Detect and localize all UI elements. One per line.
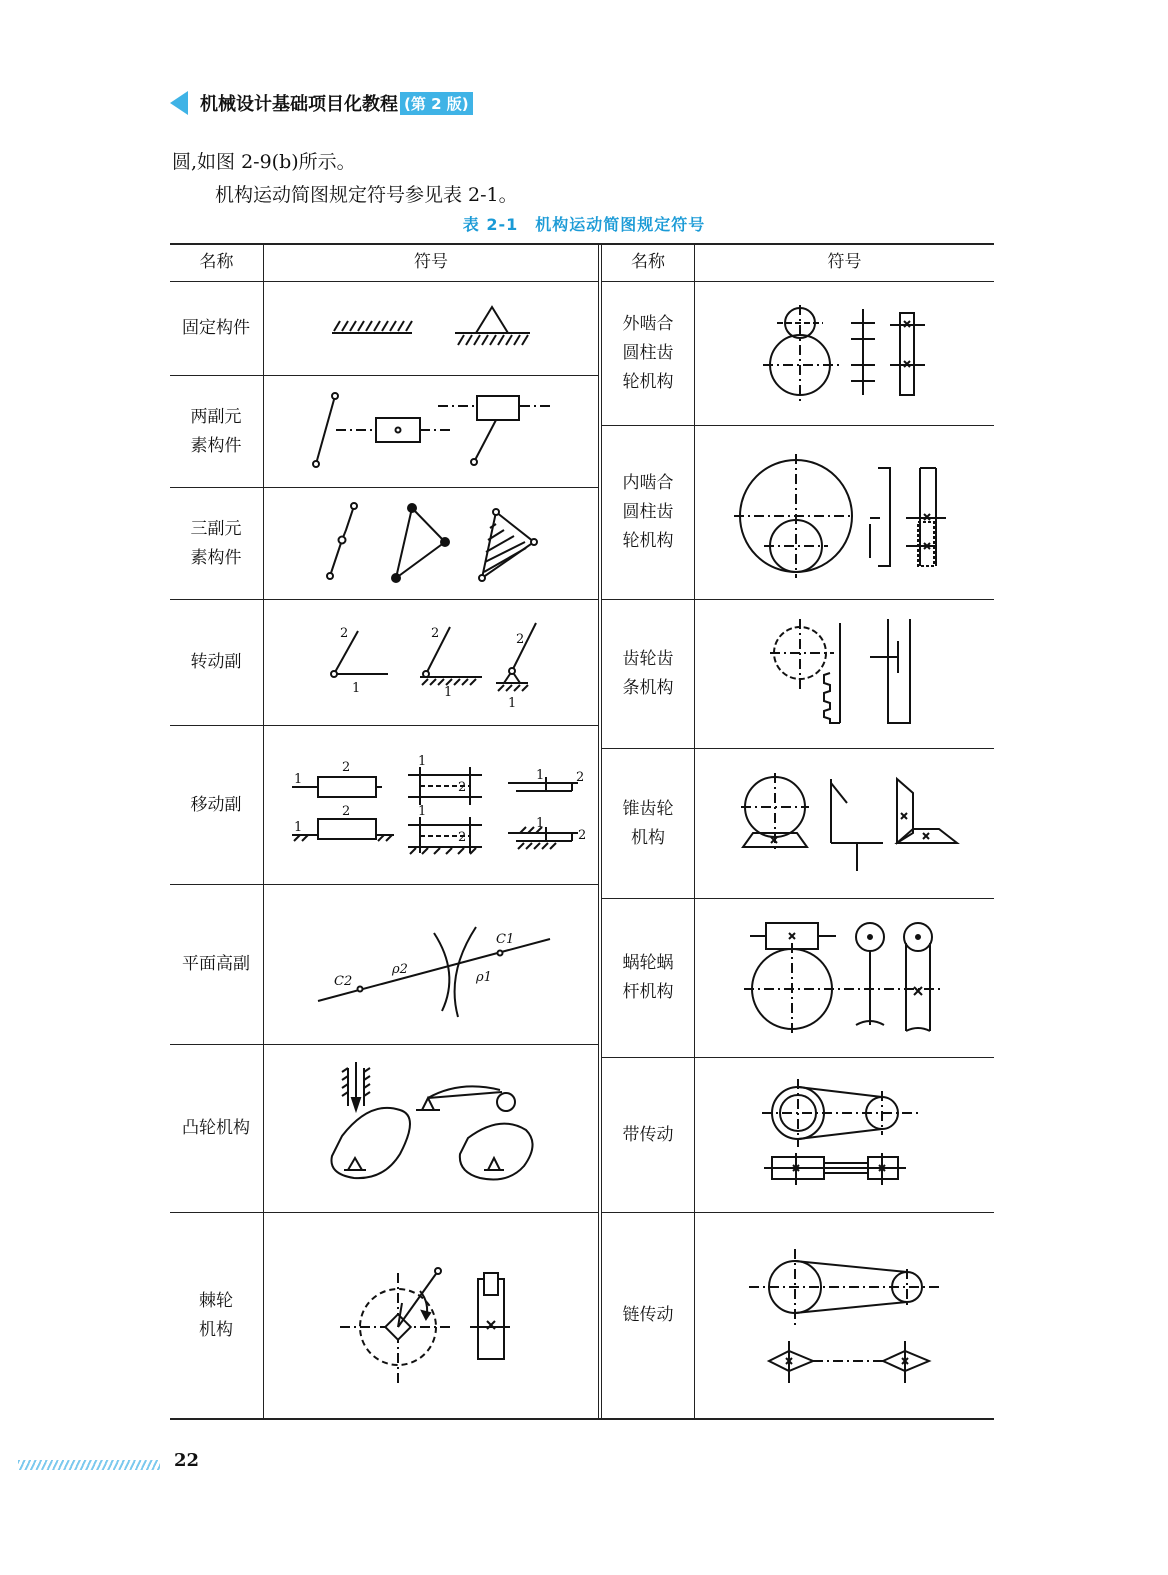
body-text-line-1: 圆,如图 2-9(b)所示。: [172, 151, 356, 173]
external-gear-symbol: [755, 303, 955, 418]
cam-symbol: [320, 1058, 540, 1208]
vrule-4: [694, 243, 695, 1420]
row-name-worm-gear: 蜗轮蜗 杆机构: [622, 953, 674, 1002]
row-name-revolute-pair: 转动副: [190, 652, 242, 672]
vrule-2: [598, 243, 599, 1420]
row-name-binary-link: 两副元 素构件: [190, 406, 242, 456]
label-1: 1: [508, 696, 517, 711]
row-name-external-gear: 外啮合 圆柱齿 轮机构: [622, 314, 674, 392]
label-c2: C2: [334, 974, 353, 989]
label-1: 1: [536, 816, 545, 831]
ratchet-symbol: [330, 1233, 540, 1403]
header-symbol-left: 符号: [414, 252, 448, 272]
book-title: 机械设计基础项目化教程: [200, 94, 398, 115]
row-name-ternary-link: 三副元 素构件: [190, 518, 242, 568]
revolute-pair-symbol: [320, 613, 550, 718]
vrule-1: [263, 243, 264, 1420]
label-1: 1: [418, 804, 427, 819]
label-1: 1: [536, 768, 545, 783]
label-2: 2: [342, 804, 351, 819]
binary-link-symbol: [300, 388, 560, 478]
body-text-line-2: 机构运动简图规定符号参见表 2-1。: [215, 184, 518, 206]
row-name-higher-pair: 平面高副: [182, 954, 250, 974]
header-name-left: 名称: [199, 252, 234, 272]
label-2: 2: [516, 632, 525, 647]
worm-gear-symbol: [740, 913, 980, 1043]
label-2: 2: [340, 626, 349, 641]
row-name-internal-gear: 内啮合 圆柱齿 轮机构: [622, 473, 674, 551]
rack-pinion-symbol: [770, 613, 950, 733]
ternary-link-symbol: [320, 498, 550, 593]
header-name-right: 名称: [631, 252, 665, 272]
edition-badge: (第 2 版): [400, 92, 473, 115]
row-name-cam: 凸轮机构: [182, 1118, 250, 1138]
header-symbol-right: 符号: [827, 252, 862, 272]
table-bottom-rule: [170, 1418, 994, 1420]
header-triangle-icon: [170, 91, 188, 115]
label-2: 2: [578, 828, 587, 843]
higher-pair-symbol: [310, 893, 570, 1038]
row-name-ratchet: 棘轮 机构: [199, 1290, 233, 1340]
label-2: 2: [458, 830, 467, 845]
bevel-gear-symbol: [735, 763, 975, 893]
row-name-belt-drive: 带传动: [622, 1124, 674, 1145]
page-number: 22: [174, 1450, 200, 1471]
label-1: 1: [444, 685, 453, 700]
label-2: 2: [458, 780, 467, 795]
label-2: 2: [431, 626, 440, 641]
footer-stripes: [18, 1460, 160, 1470]
fixed-member-symbol: [320, 303, 540, 353]
internal-gear-symbol: [730, 448, 970, 583]
table-caption: 表 2-1 机构运动简图规定符号: [462, 215, 706, 234]
label-2: 2: [576, 770, 585, 785]
label-1: 1: [352, 681, 361, 696]
row-name-chain-drive: 链传动: [622, 1305, 674, 1325]
label-1: 1: [418, 754, 427, 769]
label-1: 1: [294, 772, 303, 787]
label-2: 2: [342, 760, 351, 775]
label-rho2: ρ2: [392, 962, 408, 977]
label-1: 1: [294, 820, 303, 835]
label-rho1: ρ1: [476, 970, 492, 985]
chain-drive-symbol: [745, 1243, 975, 1393]
row-name-rack-pinion: 齿轮齿 条机构: [622, 649, 674, 698]
running-header: [170, 90, 473, 116]
row-name-bevel-gear: 锥齿轮 机构: [622, 798, 674, 848]
label-c1: C1: [496, 932, 515, 947]
row-name-prismatic-pair: 移动副: [190, 794, 242, 815]
symbol-table: [170, 243, 994, 1420]
belt-drive-symbol: [760, 1073, 980, 1203]
prismatic-pair-symbol: [290, 753, 590, 868]
row-name-fixed-member: 固定构件: [182, 318, 250, 338]
